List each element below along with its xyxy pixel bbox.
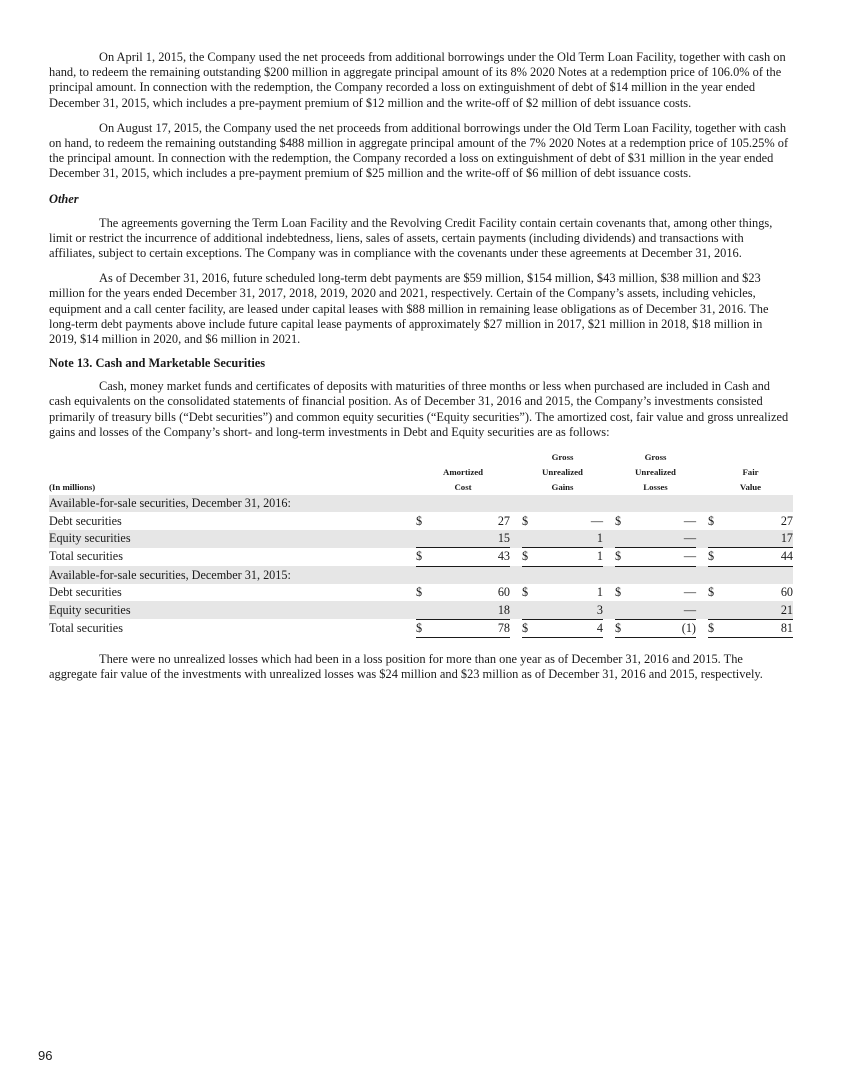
table-row: Equity securities 15 1 — 17 xyxy=(49,530,793,548)
section-row-2016: Available-for-sale securities, December 31, 2016: xyxy=(49,495,793,512)
header-amortized-cost: Amortized Cost xyxy=(442,467,484,493)
table-header-row xyxy=(49,450,793,495)
units-header: (In millions) xyxy=(49,482,96,493)
paragraph-august-redemption: On August 17, 2015, the Company used the net proceeds from additional borrowings under the Old Term Loan Facility, together with cash on hand, to redeem the remaining outstanding $488 million in aggregate principal amount of the 7% 2020 Notes at a redemption price of 105.25% of the principal amount. In connection with the redemption, the Company recorded a loss on extinguishment of debt of $31 million in the year ended December 31, 2015, which includes a pre-payment premium of $25 million and the write-off of $6 million of debt issuance costs. xyxy=(49,120,789,181)
securities-table xyxy=(49,450,793,638)
document-body xyxy=(49,50,792,693)
page-number: 96 xyxy=(38,1048,53,1063)
table-row-total: Total securities $ 78 $ 4 $ (1) $ 81 xyxy=(49,619,793,637)
paragraph-debt-payments: As of December 31, 2016, future scheduled long-term debt payments are $59 million, $154 million, $43 million, $38 million and $23 million for the years ended December 31, 2017, 2018, 2019, 2020 and 2021, respectively. Certain of the Company’s assets, including vehicles, equipment and a call center facility, are leased under capital leases with $88 million in remaining lease obligations as of December 31, 2016. The long-term debt payments above include future capital lease payments of approximately $27 million in 2017, $21 million in 2018, $18 million in 2019, $14 million in 2020, and $6 million in 2021. xyxy=(49,271,769,347)
header-gross-unrealized-gains: Gross Unrealized Gains xyxy=(542,452,583,493)
heading-other: Other xyxy=(49,191,79,206)
paragraph-cash-securities: Cash, money market funds and certificates of deposits with maturities of three months or less when purchased are included in Cash and cash equivalents on the consolidated statements of financial position. As of December 31, 2016 and 2015, the Company’s investments consisted primarily of treasury bills (“Debt securities”) and common equity securities (“Equity securities”). The amortized cost, fair value and gross unrealized gains and losses of the Company’s short- and long-term investments in Debt and Equity securities are as follows: xyxy=(49,379,789,439)
table-row-total: Total securities $ 43 $ 1 $ — $ 44 xyxy=(49,548,793,566)
paragraph-unrealized-losses: There were no unrealized losses which had been in a loss position for more than one year as of December 31, 2016 and 2015. The aggregate fair value of the investments with unrealized losses was $24 million and $23 million as of December 31, 2016 and 2015, respectively. xyxy=(49,652,763,682)
table-row: Debt securities $ 60 $ 1 $ — $ 60 xyxy=(49,585,793,600)
paragraph-april-redemption: On April 1, 2015, the Company used the net proceeds from additional borrowings under the Old Term Loan Facility, together with cash on hand, to redeem the remaining outstanding $200 million in aggregate principal amount of its 8% 2020 Notes at a redemption price of 106.0% of the principal amount. In connection with the redemption, the Company recorded a loss on extinguishment of debt of $14 million in the year ended December 31, 2015, which includes a pre-payment premium of $12 million and the write-off of $2 million of debt issuance costs. xyxy=(49,50,786,110)
table-row: Equity securities 18 3 — 21 xyxy=(49,601,793,619)
header-gross-unrealized-losses: Gross Unrealized Losses xyxy=(635,452,676,493)
table-row: Debt securities $ 27 $ — $ — $ 27 xyxy=(49,513,793,528)
heading-note-13: Note 13. Cash and Marketable Securities xyxy=(49,356,266,371)
paragraph-covenants: The agreements governing the Term Loan Facility and the Revolving Credit Facility contain certain covenants that, among other things, limit or restrict the incurrence of additional indebtedness, liens, sales of assets, certain payments (including dividends) and transactions with affiliates, subject to certain exceptions. The Company was in compliance with the covenants under these agreements at December 31, 2016. xyxy=(49,215,773,261)
section-row-2015: Available-for-sale securities, December 31, 2015: xyxy=(49,566,793,584)
header-fair-value: Fair Value xyxy=(739,467,762,493)
